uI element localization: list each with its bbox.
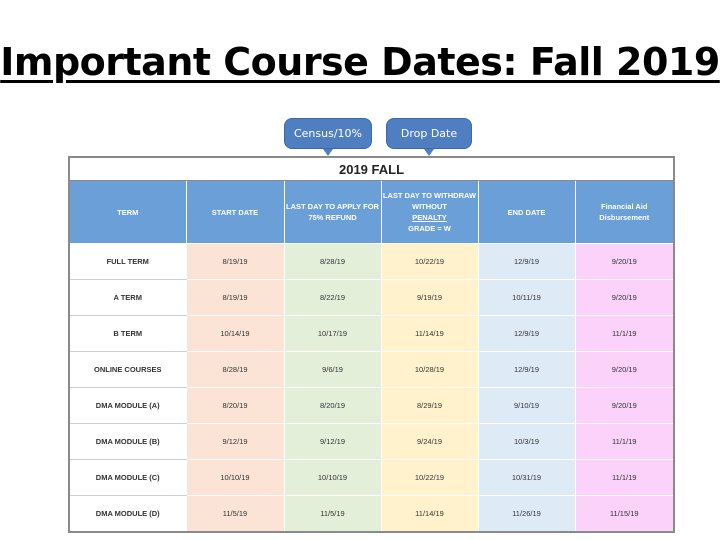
end-date-cell: 10/3/19 xyxy=(478,424,575,460)
term-cell: DMA MODULE (C) xyxy=(69,460,186,496)
census-callout-arrow xyxy=(323,149,333,156)
term-cell: DMA MODULE (B) xyxy=(69,424,186,460)
drop-date-callout-arrow xyxy=(424,149,434,156)
financial-aid-cell: 9/20/19 xyxy=(575,352,674,388)
header-end-date: END DATE xyxy=(478,181,575,244)
table-caption: 2019 FALL xyxy=(69,157,674,181)
refund-deadline-cell: 9/6/19 xyxy=(284,352,381,388)
end-date-cell: 12/9/19 xyxy=(478,244,575,280)
start-date-cell: 9/12/19 xyxy=(186,424,284,460)
term-cell: A TERM xyxy=(69,280,186,316)
withdraw-deadline-cell: 10/22/19 xyxy=(381,460,478,496)
header-withdraw-line3: GRADE = W xyxy=(408,224,451,233)
term-cell: B TERM xyxy=(69,316,186,352)
header-start-date: START DATE xyxy=(186,181,284,244)
withdraw-deadline-cell: 11/14/19 xyxy=(381,316,478,352)
financial-aid-cell: 11/1/19 xyxy=(575,316,674,352)
header-withdraw-deadline xyxy=(381,181,478,244)
term-cell: DMA MODULE (D) xyxy=(69,496,186,533)
start-date-cell: 8/28/19 xyxy=(186,352,284,388)
start-date-cell: 10/10/19 xyxy=(186,460,284,496)
withdraw-deadline-cell: 9/19/19 xyxy=(381,280,478,316)
refund-deadline-cell: 10/10/19 xyxy=(284,460,381,496)
financial-aid-cell: 11/15/19 xyxy=(575,496,674,533)
start-date-cell: 10/14/19 xyxy=(186,316,284,352)
refund-deadline-cell: 10/17/19 xyxy=(284,316,381,352)
header-term: TERM xyxy=(69,181,186,244)
end-date-cell: 9/10/19 xyxy=(478,388,575,424)
withdraw-deadline-cell: 11/14/19 xyxy=(381,496,478,533)
end-date-cell: 10/31/19 xyxy=(478,460,575,496)
financial-aid-cell: 11/1/19 xyxy=(575,424,674,460)
table-row xyxy=(69,460,674,496)
withdraw-deadline-cell: 8/29/19 xyxy=(381,388,478,424)
withdraw-deadline-cell: 10/22/19 xyxy=(381,244,478,280)
refund-deadline-cell: 8/28/19 xyxy=(284,244,381,280)
end-date-cell: 12/9/19 xyxy=(478,352,575,388)
refund-deadline-cell: 9/12/19 xyxy=(284,424,381,460)
refund-deadline-cell: 8/22/19 xyxy=(284,280,381,316)
start-date-cell: 8/19/19 xyxy=(186,244,284,280)
refund-deadline-cell: 8/20/19 xyxy=(284,388,381,424)
drop-date-callout: Drop Date xyxy=(386,118,472,149)
table-row xyxy=(69,496,674,533)
term-cell: ONLINE COURSES xyxy=(69,352,186,388)
withdraw-deadline-cell: 9/24/19 xyxy=(381,424,478,460)
start-date-cell: 8/20/19 xyxy=(186,388,284,424)
table-row xyxy=(69,388,674,424)
withdraw-deadline-cell: 10/28/19 xyxy=(381,352,478,388)
header-refund-deadline: LAST DAY TO APPLY FOR 75% REFUND xyxy=(284,181,381,244)
end-date-cell: 12/9/19 xyxy=(478,316,575,352)
course-dates-table xyxy=(68,156,675,533)
table-row xyxy=(69,280,674,316)
table-row xyxy=(69,424,674,460)
table-row xyxy=(69,352,674,388)
refund-deadline-cell: 11/5/19 xyxy=(284,496,381,533)
end-date-cell: 11/26/19 xyxy=(478,496,575,533)
page-title: Important Course Dates: Fall 2019 xyxy=(0,40,720,84)
header-withdraw-line2: PENALTY xyxy=(412,213,447,222)
financial-aid-cell: 9/20/19 xyxy=(575,244,674,280)
table-row xyxy=(69,316,674,352)
start-date-cell: 11/5/19 xyxy=(186,496,284,533)
header-financial-aid: Financial Aid Disbursement xyxy=(575,181,674,244)
term-cell: DMA MODULE (A) xyxy=(69,388,186,424)
financial-aid-cell: 11/1/19 xyxy=(575,460,674,496)
financial-aid-cell: 9/20/19 xyxy=(575,280,674,316)
census-callout: Census/10% xyxy=(284,118,372,149)
table-row xyxy=(69,244,674,280)
start-date-cell: 8/19/19 xyxy=(186,280,284,316)
financial-aid-cell: 9/20/19 xyxy=(575,388,674,424)
header-withdraw-line1: LAST DAY TO WITHDRAW WITHOUT xyxy=(382,191,477,211)
term-cell: FULL TERM xyxy=(69,244,186,280)
end-date-cell: 10/11/19 xyxy=(478,280,575,316)
